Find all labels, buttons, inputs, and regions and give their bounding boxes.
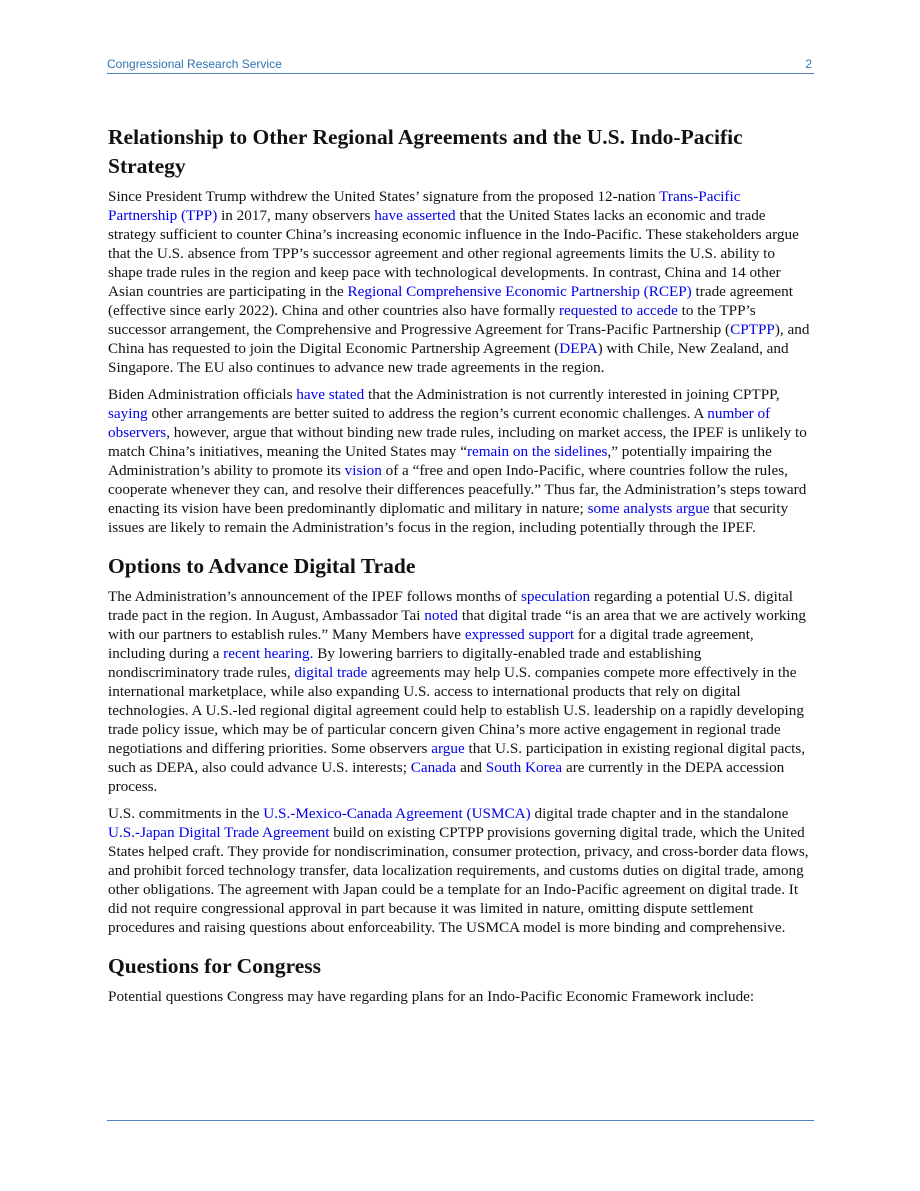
paragraph: [108, 587, 812, 796]
text: are currently in the DEPA accession process.: [108, 759, 785, 795]
link-speculation[interactable]: speculation: [520, 588, 591, 605]
footer-divider: [107, 1120, 814, 1121]
page-header: [107, 57, 814, 74]
text: trade agreement (effective since early 2022). China and other countries also have formally: [108, 283, 793, 319]
link-cptpp[interactable]: CPTPP: [730, 321, 775, 338]
text: that U.S. participation in existing regional digital pacts, such as DEPA, also could advance U.S. interests;: [108, 740, 806, 776]
text: other arrangements are better suited to address the region’s current economic challenges. A: [147, 405, 708, 422]
text: U.S. commitments in the: [108, 805, 264, 822]
text: By lowering barriers to digitally-enabled trade and establishing nondiscriminatory trade rules,: [108, 645, 702, 681]
text: ,” potentially impairing the Administration’s ability to promote its: [108, 443, 772, 479]
link-rcep[interactable]: Regional Comprehensive Economic Partnership (RCEP): [347, 283, 692, 300]
text: and: [456, 759, 486, 776]
link-recent-hearing[interactable]: recent hearing.: [223, 645, 314, 662]
link-argue[interactable]: argue: [431, 740, 465, 757]
link-remain-on-the-sidelines[interactable]: remain on the sidelines: [466, 443, 608, 460]
section-heading: Questions for Congress: [108, 954, 322, 978]
link-digital-trade[interactable]: digital trade: [294, 664, 368, 681]
link-us-japan-digital-trade-agreement[interactable]: U.S.-Japan Digital Trade Agreement: [108, 824, 330, 841]
link-vision[interactable]: vision: [344, 462, 382, 479]
link-have-stated[interactable]: have stated: [296, 386, 365, 403]
text: in 2017, many observers: [217, 207, 375, 224]
text: Biden Administration officials: [108, 386, 297, 403]
link-requested-to-accede[interactable]: requested to accede: [558, 302, 678, 319]
text: , however, argue that without binding new trade rules, including on market access, the IPEF is unlikely to match China’s initiatives, meaning the United States may “: [108, 424, 807, 460]
text: of a “free and open Indo-Pacific, where countries follow the rules, cooperate whenever they can, and resolve their differences peacefully.” Thus far, the Administration’s steps toward enacting its vision have been predominantly diplomatic and military in nature;: [108, 462, 807, 517]
link-saying[interactable]: saying: [108, 405, 148, 422]
link-tpp[interactable]: Trans-Pacific Partnership (TPP): [108, 188, 741, 224]
text: that the United States lacks an economic and trade strategy sufficient to counter China’s increasing economic influence in the Indo-Pacific. These stakeholders argue that the U.S. absence from TPP’s successor agreement and other regional agreements limits the U.S. ability to shape trade rules in the region and keep pace with technological developments. In contrast, China and 14 other Asian countries are participating in the: [108, 207, 799, 300]
text: regarding a potential U.S. digital trade pact in the region. In August, Ambassador Tai: [108, 588, 794, 624]
paragraph: [108, 187, 812, 377]
text: for a digital trade agreement, including during a: [108, 626, 754, 662]
link-some-analysts-argue[interactable]: some analysts argue: [587, 500, 710, 517]
text: that digital trade “is an area that we are actively working with our partners to establish rules.” Many Members have: [108, 607, 806, 643]
page-number: 2: [805, 57, 812, 71]
text: build on existing CPTPP provisions governing digital trade, which the United States helped craft. They provide for nondiscrimination, consumer protection, privacy, and cross-border data flows, and prohibit forced technology transfer, data localization requirements, and customs duties on digital trade, among other obligations. The agreement with Japan could be a template for an Indo-Pacific agreement on digital trade. It did not require congressional approval in part because it was limited in nature, omitting dispute settlement procedures and raising questions about enforceability. The USMCA model is more binding and comprehensive.: [108, 824, 809, 936]
text: to the TPP’s successor arrangement, the Comprehensive and Progressive Agreement for Trans-Pacific Partnership (: [108, 302, 756, 338]
link-south-korea[interactable]: South Korea: [485, 759, 563, 776]
paragraph: [108, 804, 812, 937]
paragraph: Potential questions Congress may have regarding plans for an Indo-Pacific Economic Framework include:: [108, 988, 755, 1005]
text: ), and China has requested to join the Digital Economic Partnership Agreement (: [108, 321, 810, 357]
link-usmca[interactable]: U.S.-Mexico-Canada Agreement (USMCA): [263, 805, 531, 822]
link-noted[interactable]: noted: [424, 607, 459, 624]
text: that security issues are likely to remain the Administration’s focus in the region, including potentially through the IPEF.: [108, 500, 789, 536]
section-heading: Options to Advance Digital Trade: [108, 554, 416, 578]
header-title: Congressional Research Service: [107, 57, 282, 71]
text: ) with Chile, New Zealand, and Singapore. The EU also continues to advance new trade agreements in the region.: [108, 340, 789, 376]
text: digital trade chapter and in the standalone: [530, 805, 789, 822]
link-number-of-observers[interactable]: number of observers: [108, 405, 771, 441]
link-depa[interactable]: DEPA: [559, 340, 598, 357]
document-body: [108, 123, 812, 1014]
section-heading: Relationship to Other Regional Agreements and the U.S. Indo-Pacific Strategy: [108, 125, 743, 178]
link-expressed-support[interactable]: expressed support: [464, 626, 575, 643]
text: Since President Trump withdrew the United States’ signature from the proposed 12-nation: [108, 188, 660, 205]
text: agreements may help U.S. companies compete more effectively in the international marketplace, while also expanding U.S. access to international products that rely on digital technologies. A U.S.-led regional digital agreement could help to establish U.S. leadership on a rapidly developing trade policy issue, which may be of particular concern given China’s more active engagement in regional trade negotiations and differing priorities. Some observers: [108, 664, 804, 757]
paragraph: [108, 385, 812, 537]
text: that the Administration is not currently interested in joining CPTPP,: [364, 386, 780, 403]
link-have-asserted[interactable]: have asserted: [374, 207, 456, 224]
text: The Administration’s announcement of the IPEF follows months of: [108, 588, 521, 605]
link-canada[interactable]: Canada: [410, 759, 457, 776]
